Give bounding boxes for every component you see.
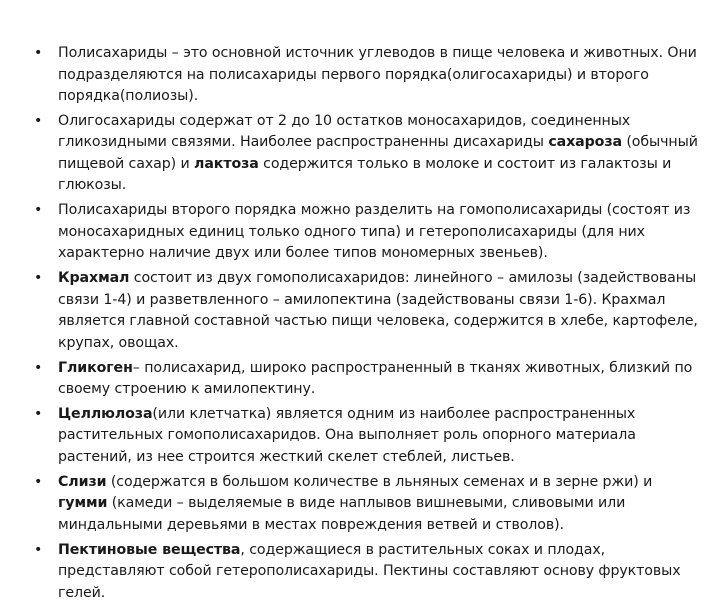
bold-term: лактоза	[194, 155, 259, 172]
bullet-item	[34, 43, 702, 108]
bold-term: Целлюлоза	[58, 405, 153, 422]
text-segment: (содержатся в большом количестве в льняных семенах и в зерне ржи) и	[106, 473, 653, 490]
bold-term: гумми	[58, 495, 108, 512]
text-segment: содержится только в молоке и состоит из галактозы и глюкозы.	[58, 155, 672, 194]
bullet-dot: •	[34, 405, 43, 422]
bullet-text	[58, 406, 636, 465]
text-segment: (или клетчатка) является одним из наиболее распространенных растительных гомополисахаридов. Она выполняет роль опорного материала растений, из нее строится жесткий скелет стеблей, листьев.	[58, 405, 636, 465]
text-segment: , содержащиеся в растительных соках и плодах, представляют собой гетерополисахариды. Пектины составляют основу фруктовых гелей.	[58, 541, 681, 601]
bullet-item	[34, 200, 702, 265]
bullet-dot: •	[34, 202, 43, 219]
bullet-item	[34, 540, 702, 605]
bold-term: сахароза	[548, 134, 622, 151]
text-segment: – полисахарид, широко распространенный в тканях животных, близкий по своему строению к амилопектину.	[58, 359, 693, 398]
bullet-text	[58, 45, 697, 104]
bullet-text	[58, 360, 692, 398]
bullet-dot: •	[34, 473, 43, 490]
bullet-dot: •	[34, 45, 43, 61]
bullet-item	[34, 358, 702, 401]
bullet-item	[34, 404, 702, 469]
text-segment: состоит из двух гомополисахаридов: линейного – амилозы (задействованы связи 1-4) и разветвленного – амилопектина (задействованы связи 1-6). Крахмал является главной составной частью пищи человека, содержится в хлебе, картофеле, крупах, овощах.	[58, 270, 698, 351]
text-segment: Полисахариды второго порядка можно разделить на гомополисахариды (состоят из моносахаридных единиц только одного типа) и гетерополисахариды (для них характерно наличие двух или более типов мономерных звеньев).	[58, 202, 691, 262]
bullet-text	[58, 202, 690, 261]
bullet-item	[34, 111, 702, 197]
bold-term: Пектиновые вещества	[58, 541, 241, 558]
bullet-item	[34, 268, 702, 354]
bullet-dot: •	[34, 270, 43, 287]
bullet-text	[58, 474, 652, 533]
bold-term: Крахмал	[58, 270, 130, 287]
bullet-list	[34, 43, 702, 608]
text-segment: Полисахариды – это основной источник углеводов в пище человека и животных. Они подразделяются на полисахариды первого порядка(олигосахариды) и второго порядка(полиозы).	[58, 45, 697, 104]
bullet-text	[58, 270, 698, 351]
bullet-text	[58, 542, 681, 601]
text-segment: Олигосахариды содержат от 2 до 10 остатков моносахаридов, соединенных гликозидными связями. Наиболее распространенны дисахариды	[58, 112, 631, 151]
bullet-dot: •	[34, 112, 43, 129]
bullet-dot: •	[34, 359, 43, 376]
bullet-text	[58, 113, 698, 194]
bold-term: Слизи	[58, 473, 107, 490]
text-segment: (камеди – выделяемые в виде наплывов вишневыми, сливовыми или миндальными деревьями в местах повреждения ветвей и стволов).	[58, 495, 626, 533]
bold-term: Гликоген	[58, 359, 133, 376]
bullet-item	[34, 472, 702, 537]
text-segment: (обычный пищевой сахар) и	[58, 134, 698, 172]
bullet-dot: •	[34, 541, 43, 558]
